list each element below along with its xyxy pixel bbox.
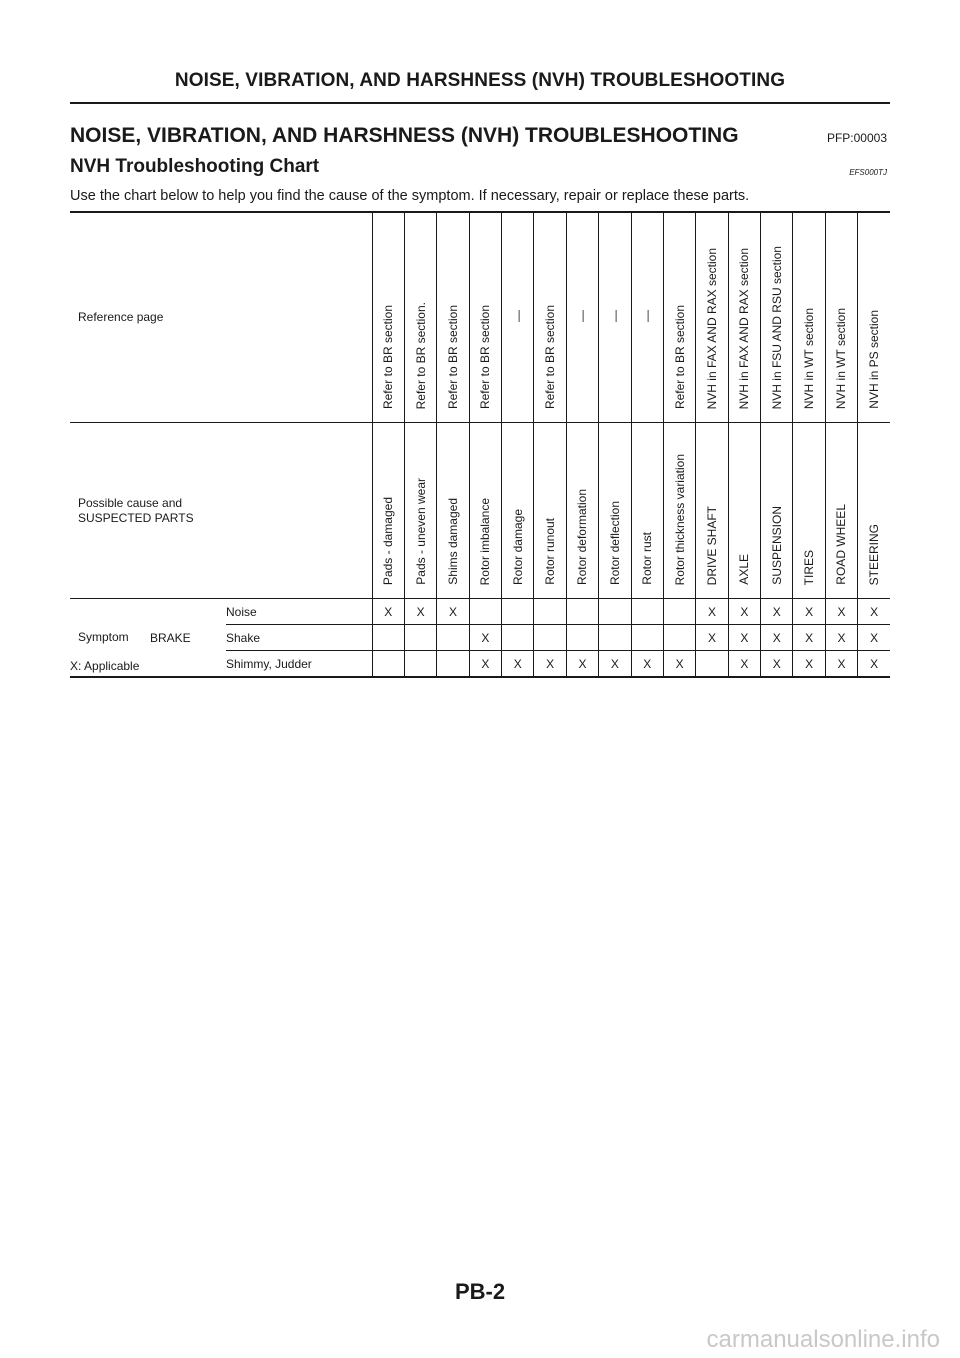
ref-text: NVH in WT section	[802, 307, 817, 409]
symptom-cell	[437, 625, 469, 651]
symptom-label: Symptom	[70, 599, 150, 678]
symptom-cell: X	[858, 599, 890, 625]
ref-text: Refer to BR section	[381, 304, 396, 409]
symptom-row-noise	[70, 599, 890, 625]
ref-text: NVH in PS section	[867, 310, 882, 409]
symptom-cell: X	[793, 599, 825, 625]
symptom-cell: X	[599, 651, 631, 678]
symptom-cell	[502, 599, 534, 625]
ref-cell	[372, 212, 404, 423]
parts-row	[70, 423, 890, 599]
part-cell	[728, 423, 760, 599]
symptom-cell	[663, 625, 695, 651]
symptom-cell	[599, 599, 631, 625]
part-text: Rotor damage	[510, 508, 525, 585]
nvh-chart-table	[70, 212, 890, 678]
ref-cell	[534, 212, 566, 423]
symptom-cell: X	[761, 599, 793, 625]
symptom-cell	[404, 651, 436, 678]
ref-cell	[825, 212, 857, 423]
part-cell	[631, 423, 663, 599]
section-code: EFS000TJ	[849, 168, 887, 177]
symptom-cell	[534, 625, 566, 651]
symptom-cell	[631, 625, 663, 651]
ref-cell	[404, 212, 436, 423]
symptom-cell	[599, 625, 631, 651]
part-text: Rotor deformation	[575, 488, 590, 585]
running-header: NOISE, VIBRATION, AND HARSHNESS (NVH) TROUBLESHOOTING	[174, 70, 786, 91]
ref-text: Refer to BR section	[672, 304, 687, 409]
watermark: carmanualsonline.info	[706, 1326, 940, 1353]
symptom-cell: X	[663, 651, 695, 678]
part-cell	[469, 423, 501, 599]
ref-text: NVH in FSU AND RSU section	[769, 245, 784, 409]
symptom-cell: X	[372, 599, 404, 625]
symptom-cell: X	[825, 625, 857, 651]
part-text: Rotor rust	[640, 532, 655, 585]
ref-cell	[663, 212, 695, 423]
symptom-cell	[631, 599, 663, 625]
ref-text: —	[575, 309, 590, 322]
ref-cell	[566, 212, 598, 423]
header-rule	[70, 102, 890, 104]
part-text: DRIVE SHAFT	[704, 505, 719, 585]
part-text: TIRES	[802, 549, 817, 585]
symptom-cell	[566, 599, 598, 625]
part-cell	[858, 423, 890, 599]
ref-cell	[696, 212, 728, 423]
symptom-cell	[696, 651, 728, 678]
part-text: Pads - damaged	[381, 496, 396, 585]
symptom-cell: X	[858, 625, 890, 651]
part-cell	[663, 423, 695, 599]
ref-text: NVH in FAX AND RAX section	[737, 247, 752, 409]
ref-cell	[502, 212, 534, 423]
symptom-name: Shake	[226, 625, 372, 651]
ref-text: —	[640, 309, 655, 322]
group-label: BRAKE	[150, 599, 226, 678]
symptom-cell	[566, 625, 598, 651]
ref-text: NVH in WT section	[834, 307, 849, 409]
ref-text: —	[607, 309, 622, 322]
ref-text: Refer to BR section	[445, 304, 460, 409]
symptom-cell	[469, 599, 501, 625]
symptom-cell: X	[793, 651, 825, 678]
symptom-cell: X	[696, 625, 728, 651]
symptom-name: Shimmy, Judder	[226, 651, 372, 678]
reference-label: Reference page	[70, 212, 372, 423]
symptom-cell: X	[761, 625, 793, 651]
part-cell	[696, 423, 728, 599]
symptom-cell: X	[696, 599, 728, 625]
symptom-cell: X	[793, 625, 825, 651]
part-cell	[404, 423, 436, 599]
part-text: Rotor deflection	[607, 500, 622, 585]
symptom-cell: X	[437, 599, 469, 625]
intro-text: Use the chart below to help you find the cause of the symptom. If necessary, repair or replace these parts.	[70, 188, 750, 204]
part-cell	[761, 423, 793, 599]
symptom-cell: X	[502, 651, 534, 678]
symptom-cell: X	[728, 625, 760, 651]
symptom-cell: X	[469, 651, 501, 678]
cause-label	[70, 423, 372, 599]
ref-cell	[793, 212, 825, 423]
footnote: X: Applicable	[70, 659, 140, 673]
part-text: AXLE	[737, 554, 752, 585]
part-cell	[437, 423, 469, 599]
symptom-cell: X	[566, 651, 598, 678]
part-text: SUSPENSION	[769, 506, 784, 585]
ref-cell	[728, 212, 760, 423]
symptom-cell: X	[534, 651, 566, 678]
part-cell	[793, 423, 825, 599]
ref-text: —	[510, 309, 525, 322]
pfp-code: PFP:00003	[826, 131, 887, 145]
symptom-cell	[404, 625, 436, 651]
part-text: Pads - uneven wear	[413, 478, 428, 585]
part-cell	[502, 423, 534, 599]
symptom-cell	[437, 651, 469, 678]
ref-cell	[761, 212, 793, 423]
symptom-cell: X	[825, 599, 857, 625]
part-text: STEERING	[867, 523, 882, 585]
symptom-name: Noise	[226, 599, 372, 625]
reference-row	[70, 212, 890, 423]
part-cell	[534, 423, 566, 599]
part-cell	[372, 423, 404, 599]
symptom-cell	[372, 625, 404, 651]
part-text: Shims damaged	[445, 498, 460, 585]
cause-label-line1: Possible cause and	[78, 495, 183, 510]
ref-cell	[469, 212, 501, 423]
part-text: ROAD WHEEL	[834, 504, 849, 585]
symptom-cell	[663, 599, 695, 625]
symptom-cell: X	[469, 625, 501, 651]
symptom-cell: X	[728, 599, 760, 625]
ref-text: Refer to BR section	[478, 304, 493, 409]
symptom-cell: X	[404, 599, 436, 625]
cause-label-line2: SUSPECTED PARTS	[78, 510, 194, 525]
ref-cell	[631, 212, 663, 423]
symptom-cell	[534, 599, 566, 625]
part-text: Rotor thickness variation	[672, 453, 687, 585]
symptom-cell	[372, 651, 404, 678]
ref-text: Refer to BR section.	[413, 301, 428, 409]
ref-text: Refer to BR section	[543, 304, 558, 409]
chart-title: NVH Troubleshooting Chart	[70, 156, 320, 177]
symptom-cell: X	[858, 651, 890, 678]
page-number: PB-2	[454, 1279, 506, 1304]
symptom-rows	[70, 599, 890, 678]
part-text: Rotor runout	[543, 518, 558, 585]
symptom-cell: X	[761, 651, 793, 678]
ref-text: NVH in FAX AND RAX section	[704, 247, 719, 409]
part-cell	[599, 423, 631, 599]
symptom-cell: X	[728, 651, 760, 678]
ref-cell	[858, 212, 890, 423]
part-cell	[825, 423, 857, 599]
symptom-cell: X	[631, 651, 663, 678]
ref-cell	[437, 212, 469, 423]
section-title: NOISE, VIBRATION, AND HARSHNESS (NVH) TROUBLESHOOTING	[70, 124, 739, 147]
part-text: Rotor imbalance	[478, 497, 493, 585]
part-cell	[566, 423, 598, 599]
symptom-cell: X	[825, 651, 857, 678]
symptom-cell	[502, 625, 534, 651]
ref-cell	[599, 212, 631, 423]
